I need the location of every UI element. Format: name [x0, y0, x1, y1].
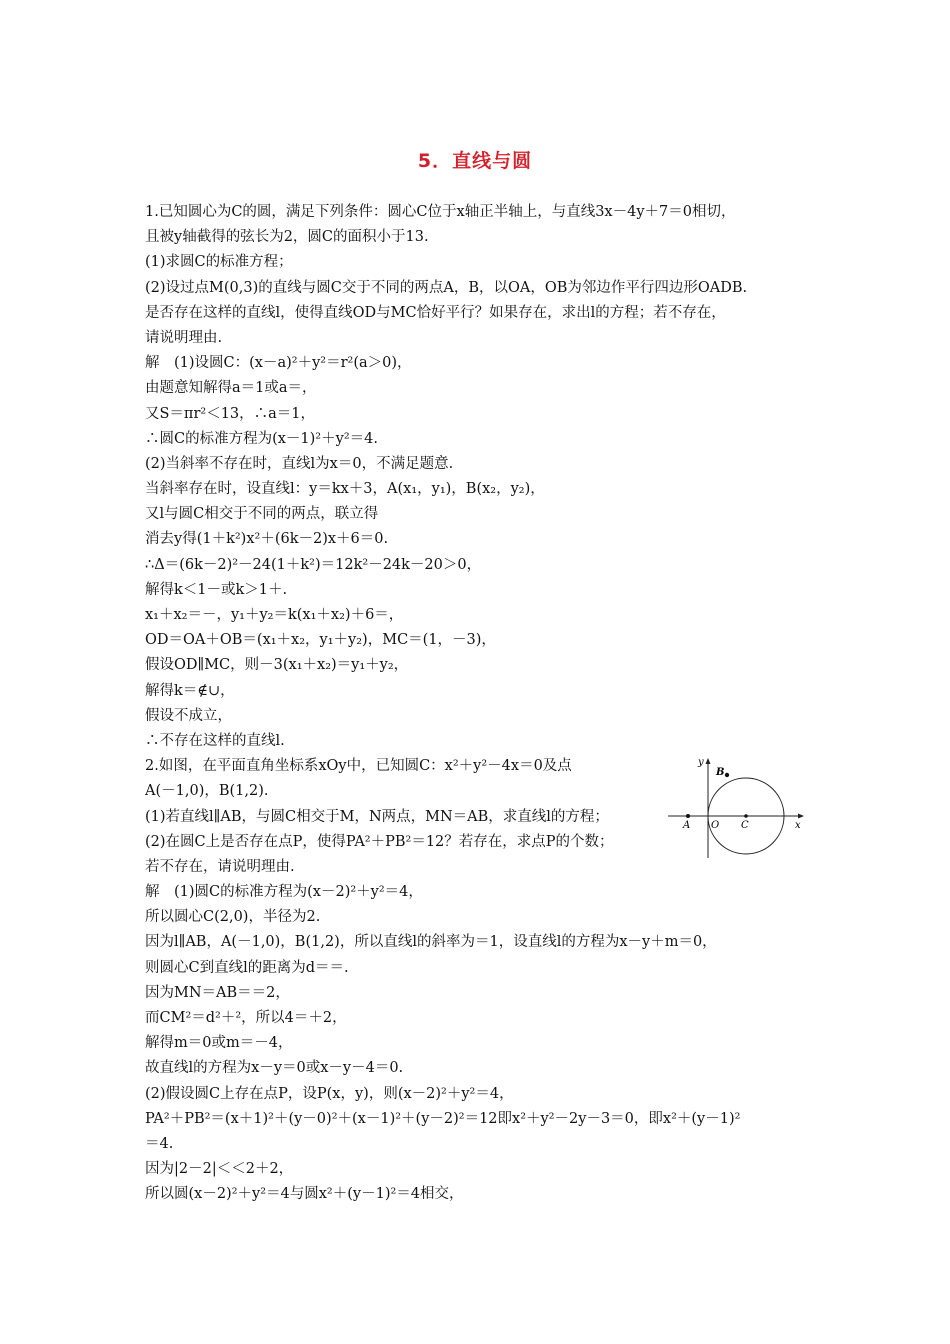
text-line: 因为MN＝AB＝＝2，: [145, 984, 290, 1001]
text-line: 解得m＝0或m＝－4，: [145, 1035, 293, 1052]
text-line: 因为l∥AB，A(－1,0)，B(1,2)，所以直线l的斜率为＝1，设直线l的方程为x－y＋m＝0，: [145, 934, 717, 951]
text-line: 又l与圆C相交于不同的两点，联立得: [145, 506, 379, 523]
text-line: 2.如图，在平面直角坐标系xOy中，已知圆C：x²＋y²－4x＝0及点: [145, 758, 572, 775]
point-c: [744, 814, 748, 818]
text-line: PA²＋PB²＝(x＋1)²＋(y－0)²＋(x－1)²＋(y－2)²＝12即x²＋y²－2y－3＝0，即x²＋(y－1)²: [145, 1110, 741, 1127]
text-line: ∴不存在这样的直线l.: [145, 732, 285, 749]
label-a: A: [683, 820, 691, 831]
text-line: 由题意知解得a＝1或a＝，: [145, 380, 317, 397]
text-line: 1.已知圆心为C的圆，满足下列条件：圆心C位于x轴正半轴上，与直线3x－4y＋7＝0相切，: [145, 204, 736, 220]
text-line: 解 (1)圆C的标准方程为(x－2)²＋y²＝4，: [145, 884, 423, 901]
text-line: ∴Δ＝(6k－2)²－24(1＋k²)＝12k²－24k－20＞0，: [145, 556, 482, 573]
point-a: [686, 814, 690, 818]
text-line: 而CM²＝d²＋²，所以4＝＋2，: [145, 1010, 347, 1026]
text-line: 解得k＜1－或k＞1＋.: [145, 581, 288, 598]
text-line: 请说明理由.: [145, 329, 223, 346]
text-line: 假设不成立，: [145, 707, 232, 724]
text-line: x₁＋x₂＝－，y₁＋y₂＝k(x₁＋x₂)＋6＝，: [145, 607, 404, 623]
text-line: A(－1,0)，B(1,2).: [145, 783, 269, 800]
label-y: y: [698, 757, 704, 768]
label-x: x: [795, 820, 801, 831]
text-line: 假设OD∥MC，则－3(x₁＋x₂)＝y₁＋y₂，: [145, 657, 409, 674]
text-line: (1)若直线l∥AB，与圆C相交于M，N两点，MN＝AB，求直线l的方程；: [145, 808, 609, 825]
text-line: (2)假设圆C上存在点P，设P(x，y)，则(x－2)²＋y²＝4，: [145, 1085, 514, 1102]
text-line: OD＝OA＋OB＝(x₁＋x₂，y₁＋y₂)，MC＝(1，－3)，: [145, 632, 496, 649]
text-line: 当斜率存在时，设直线l：y＝kx＋3，A(x₁，y₁)，B(x₂，y₂)，: [145, 481, 545, 498]
text-line: (2)在圆C上是否存在点P，使得PA²＋PB²＝12？若存在，求点P的个数；: [145, 833, 614, 850]
document-body: [145, 200, 810, 1208]
text-line: 解得k＝∉∪，: [145, 682, 235, 699]
text-line: (2)当斜率不存在时，直线l为x＝0，不满足题意.: [145, 455, 454, 472]
point-b: [725, 773, 729, 777]
text-line: (2)设过点M(0,3)的直线与圆C交于不同的两点A，B，以OA，OB为邻边作平行四边形OADB.: [145, 279, 748, 296]
text-line: ∴圆C的标准方程为(x－1)²＋y²＝4.: [145, 430, 378, 447]
text-line: 因为|2－2|＜＜2＋2，: [145, 1161, 294, 1178]
text-line: 是否存在这样的直线l，使得直线OD与MC恰好平行？如果存在，求出l的方程；若不存在，: [145, 304, 726, 321]
text-line: 消去y得(1＋k²)x²＋(6k－2)x＋6＝0.: [145, 531, 389, 548]
text-line: 所以圆心C(2,0)，半径为2.: [145, 909, 321, 926]
x-axis-arrow: [798, 814, 804, 819]
text-line: ＝4.: [145, 1135, 174, 1152]
text-line: 则圆心C到直线l的距离为d＝＝.: [145, 959, 349, 976]
coordinate-figure: [664, 752, 810, 860]
text-line: 解 (1)设圆C：(x－a)²＋y²＝r²(a＞0)，: [145, 355, 412, 372]
label-c: C: [741, 820, 749, 831]
text-line: 若不存在，请说明理由.: [145, 858, 295, 875]
text-line: 所以圆(x－2)²＋y²＝4与圆x²＋(y－1)²＝4相交，: [145, 1186, 464, 1203]
label-o: O: [711, 820, 720, 831]
text-line: (1)求圆C的标准方程；: [145, 254, 293, 271]
text-line: 又S＝πr²＜13，∴a＝1，: [145, 405, 316, 422]
text-line: 且被y轴截得的弦长为2，圆C的面积小于13.: [145, 229, 429, 246]
label-b: B: [716, 767, 725, 778]
text-line: 故直线l的方程为x－y＝0或x－y－4＝0.: [145, 1060, 404, 1077]
y-axis-arrow: [706, 758, 711, 764]
page-title: 5．直线与圆: [417, 150, 533, 172]
